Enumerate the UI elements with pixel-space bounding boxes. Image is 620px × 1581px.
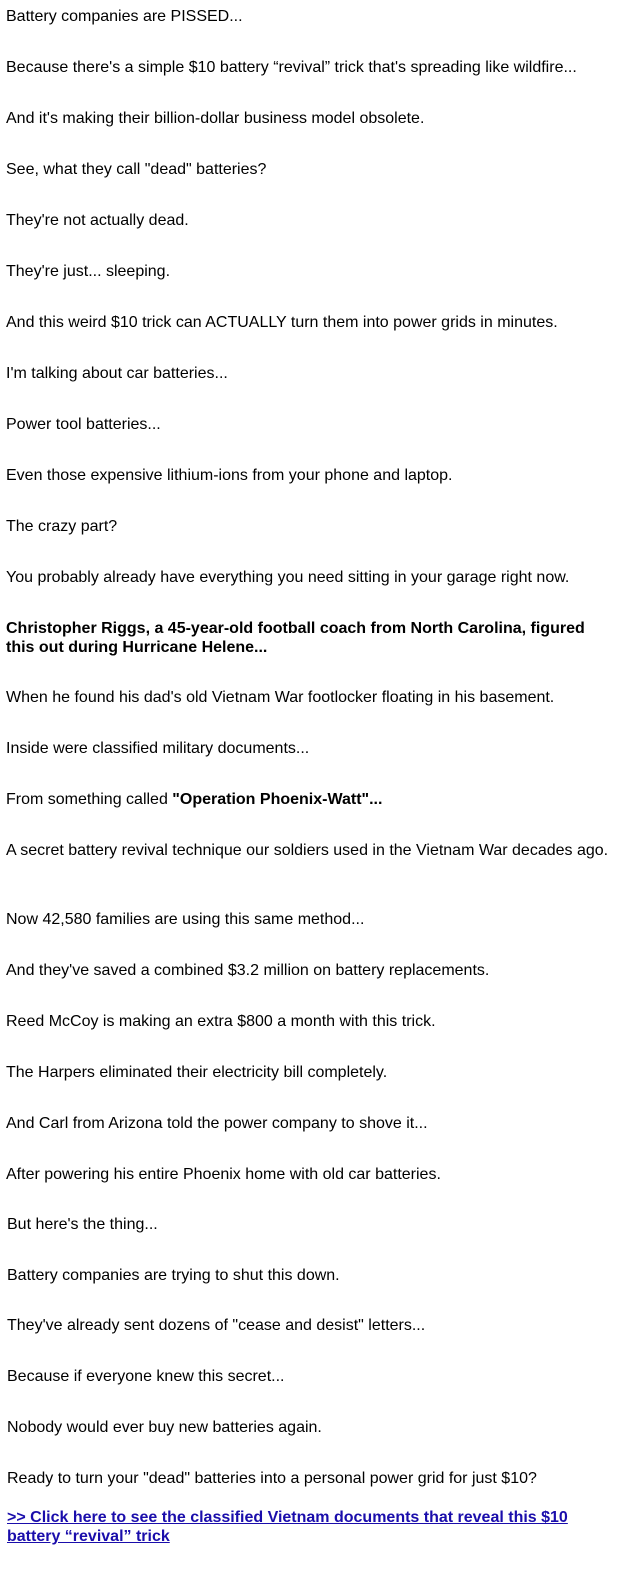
paragraph-text: From something called [6,791,173,808]
paragraph: Because there's a simple $10 battery “revival” trick that's spreading like wildfire... [6,59,577,76]
paragraph: After powering his entire Phoenix home with old car batteries. [6,1166,441,1183]
paragraph: A secret battery revival technique our soldiers used in the Vietnam War decades ago. [6,842,609,859]
paragraph: And it's making their billion-dollar business model obsolete. [6,110,425,127]
operation-name: "Operation Phoenix-Watt"... [172,791,383,808]
paragraph: But here's the thing... [7,1216,158,1233]
paragraph: Now 42,580 families are using this same method... [6,911,365,928]
paragraph [6,790,616,809]
paragraph: Power tool batteries... [6,416,161,433]
paragraph: Battery companies are PISSED... [6,8,243,25]
cta-paragraph [7,1508,617,1546]
paragraph-bold: Christopher Riggs, a 45-year-old football coach from North Carolina, figured this out during Hurricane Helene... [6,620,585,656]
paragraph: Because if everyone knew this secret... [7,1368,285,1385]
paragraph: They're just... sleeping. [6,263,171,280]
paragraph: When he found his dad's old Vietnam War footlocker floating in his basement. [6,689,555,706]
paragraph: Ready to turn your "dead" batteries into a personal power grid for just $10? [7,1470,537,1487]
paragraph: And they've saved a combined $3.2 million on battery replacements. [6,962,490,979]
paragraph: They've already sent dozens of "cease and desist" letters... [7,1317,426,1334]
paragraph: And Carl from Arizona told the power company to shove it... [6,1115,428,1132]
paragraph: You probably already have everything you need sitting in your garage right now. [6,569,570,586]
paragraph: The crazy part? [6,518,118,535]
paragraph: See, what they call "dead" batteries? [6,161,267,178]
paragraph: Even those expensive lithium-ions from your phone and laptop. [6,467,453,484]
cta-link[interactable]: >> Click here to see the classified Vietnam documents that reveal this $10 battery “revival” trick [7,1509,568,1545]
paragraph: They're not actually dead. [6,212,189,229]
paragraph: Inside were classified military documents... [6,740,310,757]
paragraph: Nobody would ever buy new batteries again. [7,1419,322,1436]
paragraph: The Harpers eliminated their electricity bill completely. [6,1064,388,1081]
paragraph: Battery companies are trying to shut this down. [7,1267,340,1284]
paragraph: Reed McCoy is making an extra $800 a month with this trick. [6,1013,436,1030]
paragraph: I'm talking about car batteries... [6,365,228,382]
paragraph: And this weird $10 trick can ACTUALLY turn them into power grids in minutes. [6,314,558,331]
